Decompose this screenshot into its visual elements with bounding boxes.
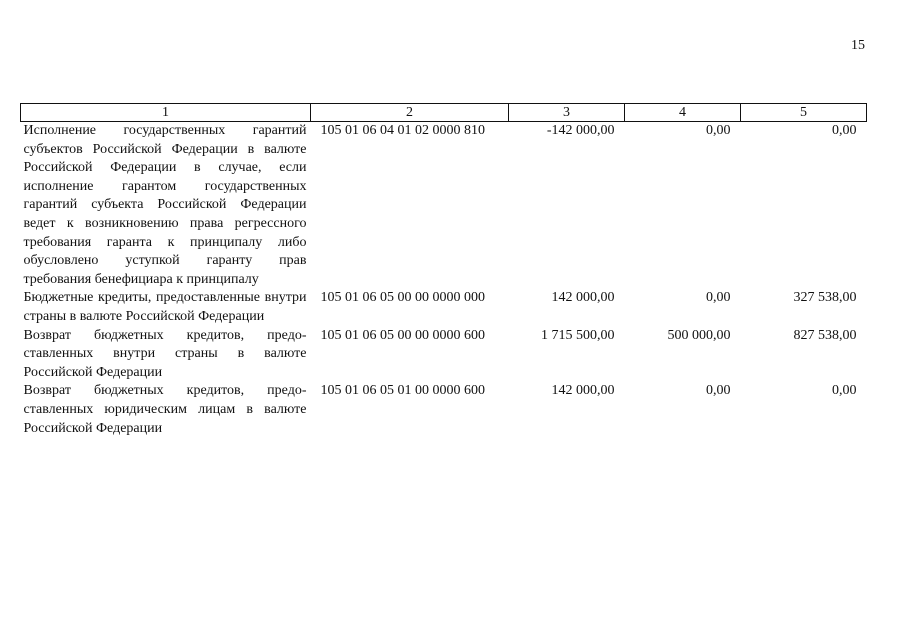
row-value-col3: 142 000,00 xyxy=(551,383,615,399)
row-value-col5: 327 538,00 xyxy=(793,290,857,306)
row-value-col5: 0,00 xyxy=(832,123,857,138)
table-row xyxy=(21,382,867,438)
header-col-4: 4 xyxy=(625,104,741,122)
row-budget-code: 105 01 06 05 00 00 0000 600 xyxy=(320,327,485,343)
row-value-col5: 0,00 xyxy=(832,383,857,399)
header-row xyxy=(21,104,867,122)
header-col-3: 3 xyxy=(509,104,625,122)
row-value-col3: -142 000,00 xyxy=(546,123,615,138)
row-value-col4: 0,00 xyxy=(706,383,731,399)
row-budget-code: 105 01 06 05 00 00 0000 000 xyxy=(320,290,485,306)
row-value-col3: 142 000,00 xyxy=(551,290,615,306)
row-budget-code: 105 01 06 05 01 00 0000 600 xyxy=(320,383,485,399)
row-value-col4: 0,00 xyxy=(706,290,731,306)
row-description: Исполнение государственных гарантий субъектов Российской Федерации в валюте Российской Федерации в случае, если исполнение гарантом государственных гарантий субъекта Российской Федерации ведет к возникновению права регрессного требования гаранта к принципалу либо обусловлено уступкой гаранту прав требования бенефициара к принципалу xyxy=(23,123,307,287)
row-description: Возврат бюджетных кредитов, предоставленных юридическим лицам в валюте Российской Федерации xyxy=(23,383,307,436)
row-value-col4: 0,00 xyxy=(706,123,731,138)
table-header xyxy=(21,104,867,122)
header-col-1: 1 xyxy=(21,104,311,122)
budget-sources-table xyxy=(20,103,867,438)
page-number: 15 xyxy=(851,38,865,53)
header-col-2: 2 xyxy=(311,104,509,122)
table-row xyxy=(21,327,867,383)
row-description: Бюджетные кредиты, предоставленные внутри страны в валюте Российской Федерации xyxy=(23,290,307,324)
row-value-col5: 827 538,00 xyxy=(793,327,857,343)
row-budget-code: 105 01 06 04 01 02 0000 810 xyxy=(320,123,485,138)
table-row xyxy=(21,289,867,326)
row-description: Возврат бюджетных кредитов, предоставленных внутри страны в валюте Российской Федерации xyxy=(23,327,307,380)
row-value-col4: 500 000,00 xyxy=(667,327,731,343)
row-value-col3: 1 715 500,00 xyxy=(541,327,615,343)
table-body xyxy=(21,122,867,439)
table-row xyxy=(21,122,867,290)
header-col-5: 5 xyxy=(741,104,867,122)
